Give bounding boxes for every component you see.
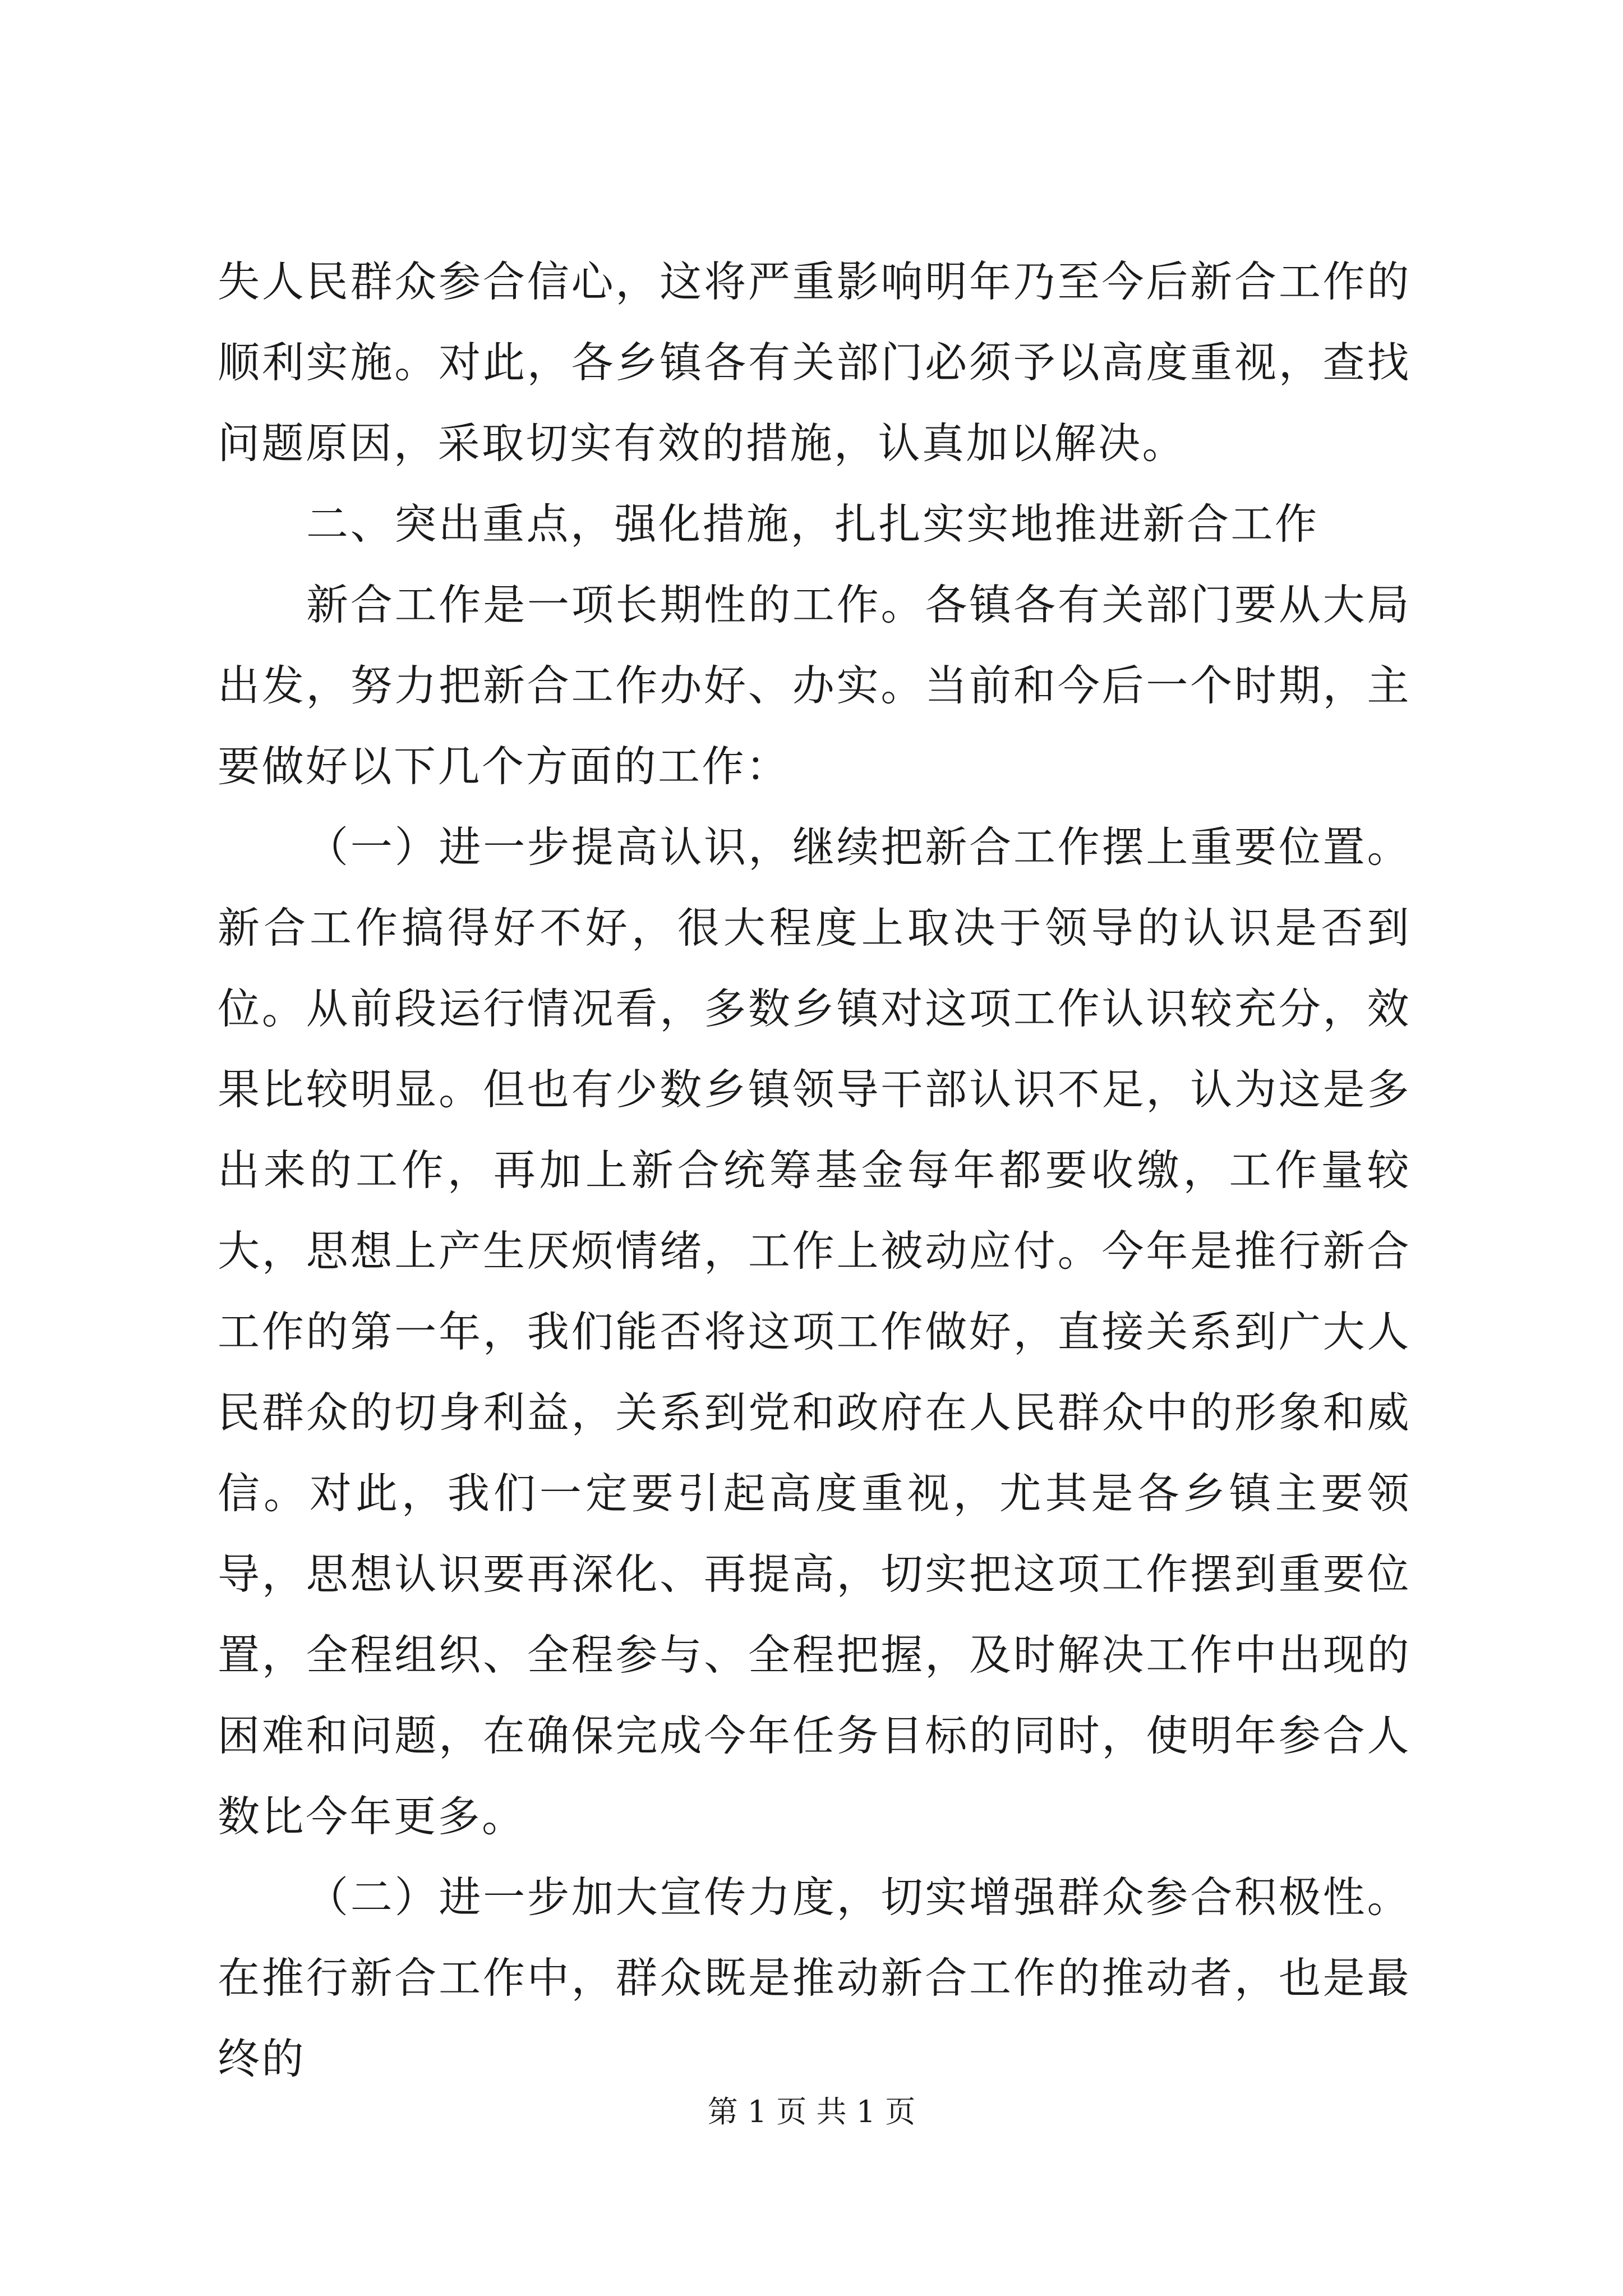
document-body xyxy=(218,241,1411,2099)
paragraph-intro: 新合工作是一项长期性的工作。各镇各有关部门要从大局出发，努力把新合工作办好、办实。当前和今后一个时期，主要做好以下几个方面的工作： xyxy=(218,580,1411,791)
paragraph-continuation: 失人民群众参合信心，这将严重影响明年乃至今后新合工作的顺利实施。对此，各乡镇各有关部门必须予以高度重视，查找问题原因，采取切实有效的措施，认真加以解决。 xyxy=(218,257,1411,468)
section-heading: 二、突出重点，强化措施，扎扎实实地推进新合工作 xyxy=(306,499,1319,549)
paragraph-item-2: （二）进一步加大宣传力度，切实增强群众参合积极性。在推行新合工作中，群众既是推动新合工作的推动者，也是最终的 xyxy=(218,1872,1411,2083)
paragraph-item-1: （一）进一步提高认识，继续把新合工作摆上重要位置。新合工作搞得好不好，很大程度上取决于领导的认识是否到位。从前段运行情况看，多数乡镇对这项工作认识较充分，效果比较明显。但也有少数乡镇领导干部认识不足，认为这是多出来的工作，再加上新合统筹基金每年都要收缴，工作量较大，思想上产生厌烦情绪，工作上被动应付。今年是推行新合工作的第一年，我们能否将这项工作做好，直接关系到广大人民群众的切身利益，关系到党和政府在人民群众中的形象和威信。对此，我们一定要引起高度重视，尤其是各乡镇主要领导，思想认识要再深化、再提高，切实把这项工作摆到重要位置，全程组织、全程参与、全程把握，及时解决工作中出现的困难和问题，在确保完成今年任务目标的同时，使明年参合人数比今年更多。 xyxy=(218,822,1411,1841)
page-footer: 第 1 页 共 1 页 xyxy=(707,2094,916,2129)
